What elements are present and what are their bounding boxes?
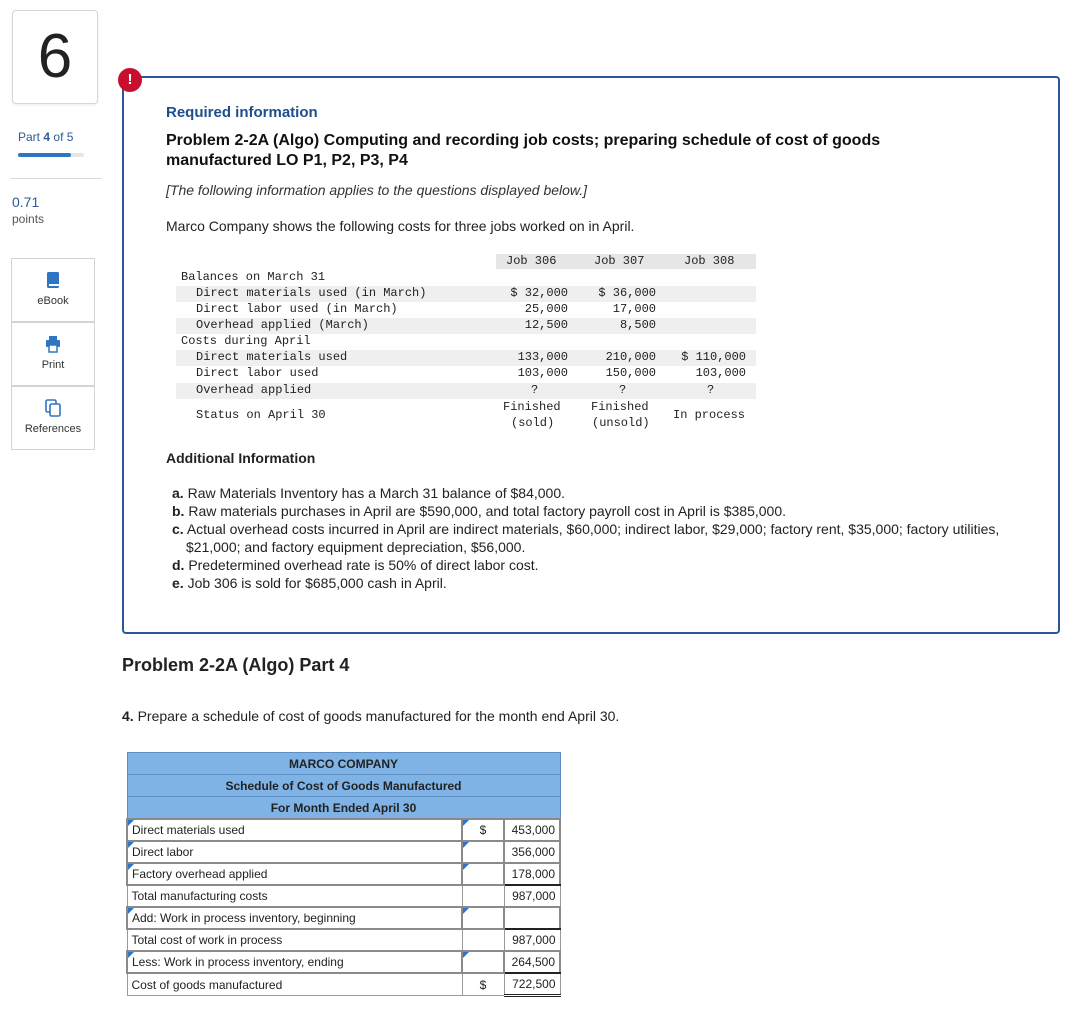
job-306-value: 25,000 — [524, 302, 568, 316]
cogm-amount: 722,500 — [504, 973, 560, 996]
schedule-title: Schedule of Cost of Goods Manufactured — [127, 775, 560, 797]
job-307-header: Job 307 — [594, 254, 645, 268]
currency — [462, 863, 504, 885]
additional-heading: Additional Information — [166, 450, 316, 466]
list-item — [172, 556, 1032, 574]
job-307-status-2: (unsold) — [592, 416, 650, 430]
row-label: Direct labor used (in March) — [196, 302, 398, 316]
follow-note: [The following information applies to the questions displayed below.] — [166, 182, 588, 198]
direct-labor-label-select[interactable]: Direct labor — [127, 841, 462, 863]
job-308-value: ? — [707, 383, 715, 397]
currency — [462, 951, 504, 973]
item-key: c. — [172, 521, 184, 537]
job-row — [176, 366, 756, 382]
job-306-value: 133,000 — [517, 350, 568, 364]
copy-icon — [44, 399, 62, 417]
job-306-status-1: Finished — [503, 400, 561, 414]
table-row — [127, 819, 560, 841]
part-indicator — [18, 130, 73, 144]
job-row — [176, 350, 756, 366]
item-text: Job 306 is sold for $685,000 cash in April. — [187, 575, 447, 591]
job-306-status-2: (sold) — [511, 416, 555, 430]
additional-list — [172, 484, 1032, 592]
job-307-value: 17,000 — [612, 302, 656, 316]
table-row — [127, 973, 560, 996]
currency — [462, 841, 504, 863]
sidebar-divider — [10, 178, 102, 179]
total-wip-amount: 987,000 — [504, 929, 560, 951]
direct-labor-amount-input[interactable]: 356,000 — [504, 841, 560, 863]
problem-title: Problem 2-2A (Algo) Computing and recording job costs; preparing schedule of cost of goods manufactured LO P1, P2, P3, P4 — [166, 132, 881, 169]
total-manufacturing-amount: 987,000 — [504, 885, 560, 907]
part-progress-fill — [18, 153, 71, 157]
direct-materials-amount-input[interactable]: 453,000 — [504, 819, 560, 841]
table-row — [127, 841, 560, 863]
overhead-amount-input[interactable]: 178,000 — [504, 863, 560, 885]
required-heading: Required information — [166, 104, 318, 121]
table-row — [127, 951, 560, 973]
part4-title: Problem 2-2A (Algo) Part 4 — [122, 655, 350, 675]
wip-beginning-label-select[interactable]: Add: Work in process inventory, beginning — [127, 907, 462, 929]
job-308-value: $ 110,000 — [681, 350, 746, 364]
job-307-value: ? — [619, 383, 627, 397]
table-row — [127, 885, 560, 907]
wip-beginning-amount-input[interactable] — [504, 907, 560, 929]
job-308-status: In process — [673, 408, 746, 422]
item-text: Raw Materials Inventory has a March 31 balance of $84,000. — [187, 485, 566, 501]
printer-icon — [44, 335, 62, 353]
job-308-value: 103,000 — [695, 366, 746, 380]
item-text: Raw materials purchases in April are $590,000, and total factory payroll cost in April is $385,000. — [188, 503, 787, 519]
item-text: Actual overhead costs incurred in April are indirect materials, $60,000; indirect labor, $29,000; factory rent, $35,000; factory utilities, $21,000; and factory equipment depreciation, $56,000. — [186, 521, 1000, 555]
currency — [462, 929, 504, 951]
cogm-label: Cost of goods manufactured — [127, 973, 462, 996]
job-row — [176, 334, 756, 350]
alert-icon: ! — [118, 68, 142, 92]
job-306-value: 103,000 — [517, 366, 568, 380]
wip-ending-label-select[interactable]: Less: Work in process inventory, ending — [127, 951, 462, 973]
status-row — [176, 400, 756, 434]
currency: $ — [462, 973, 504, 996]
overhead-label-select[interactable]: Factory overhead applied — [127, 863, 462, 885]
cogm-schedule — [126, 752, 561, 997]
row-label: Direct materials used — [196, 350, 348, 364]
part4-question — [122, 708, 619, 724]
job-row — [176, 318, 756, 334]
schedule-period: For Month Ended April 30 — [127, 797, 560, 820]
points-value: 0.71 — [12, 194, 40, 210]
schedule-company: MARCO COMPANY — [127, 753, 560, 775]
row-label: Direct labor used — [196, 366, 319, 380]
currency: $ — [462, 819, 504, 841]
question-number-label: 4. — [122, 708, 134, 724]
references-label: References — [24, 423, 82, 435]
list-item — [172, 502, 1032, 520]
item-key: e. — [172, 575, 184, 591]
job-307-value: $ 36,000 — [598, 286, 656, 300]
wip-ending-amount-input[interactable]: 264,500 — [504, 951, 560, 973]
question-text: Prepare a schedule of cost of goods manufactured for the month end April 30. — [137, 708, 620, 724]
ebook-button[interactable] — [11, 258, 95, 322]
job-306-header: Job 306 — [506, 254, 557, 268]
points-label: points — [12, 212, 45, 226]
references-button[interactable] — [11, 386, 95, 450]
job-row — [176, 286, 756, 302]
job-307-value: 210,000 — [605, 350, 656, 364]
list-item — [172, 520, 1032, 556]
status-label: Status on April 30 — [196, 408, 326, 422]
job-307-value: 8,500 — [619, 318, 656, 332]
part-label: Part — [18, 130, 41, 144]
book-icon — [44, 271, 62, 289]
job-header-row — [176, 254, 756, 270]
job-306-value: $ 32,000 — [510, 286, 568, 300]
total-manufacturing-label: Total manufacturing costs — [127, 885, 462, 907]
table-row — [127, 863, 560, 885]
job-307-value: 150,000 — [605, 366, 656, 380]
row-label: Overhead applied (March) — [196, 318, 369, 332]
row-label: Balances on March 31 — [181, 270, 326, 284]
row-label: Direct materials used (in March) — [196, 286, 427, 300]
job-306-value: ? — [531, 383, 539, 397]
currency — [462, 885, 504, 907]
print-button[interactable] — [11, 322, 95, 386]
item-key: a. — [172, 485, 184, 501]
table-row — [127, 907, 560, 929]
part-current: 4 — [43, 130, 51, 144]
job-308-header: Job 308 — [684, 254, 735, 268]
table-row — [127, 929, 560, 951]
job-row — [176, 383, 756, 399]
question-number: 6 — [12, 10, 98, 104]
item-key: b. — [172, 503, 185, 519]
job-row — [176, 270, 756, 286]
list-item — [172, 574, 1032, 592]
job-307-status-1: Finished — [591, 400, 649, 414]
print-label: Print — [41, 359, 65, 371]
row-label: Overhead applied — [196, 383, 312, 397]
part-of: of 5 — [53, 130, 74, 144]
total-wip-label: Total cost of work in process — [127, 929, 462, 951]
row-label: Costs during April — [181, 334, 311, 348]
currency — [462, 907, 504, 929]
part-progress-bar — [18, 153, 84, 157]
job-306-value: 12,500 — [524, 318, 568, 332]
ebook-label: eBook — [37, 295, 69, 307]
direct-materials-label-select[interactable]: Direct materials used — [127, 819, 462, 841]
item-text: Predetermined overhead rate is 50% of direct labor cost. — [188, 557, 539, 573]
job-row — [176, 302, 756, 318]
item-key: d. — [172, 557, 185, 573]
intro-text: Marco Company shows the following costs for three jobs worked on in April. — [166, 218, 635, 234]
list-item — [172, 484, 1032, 502]
